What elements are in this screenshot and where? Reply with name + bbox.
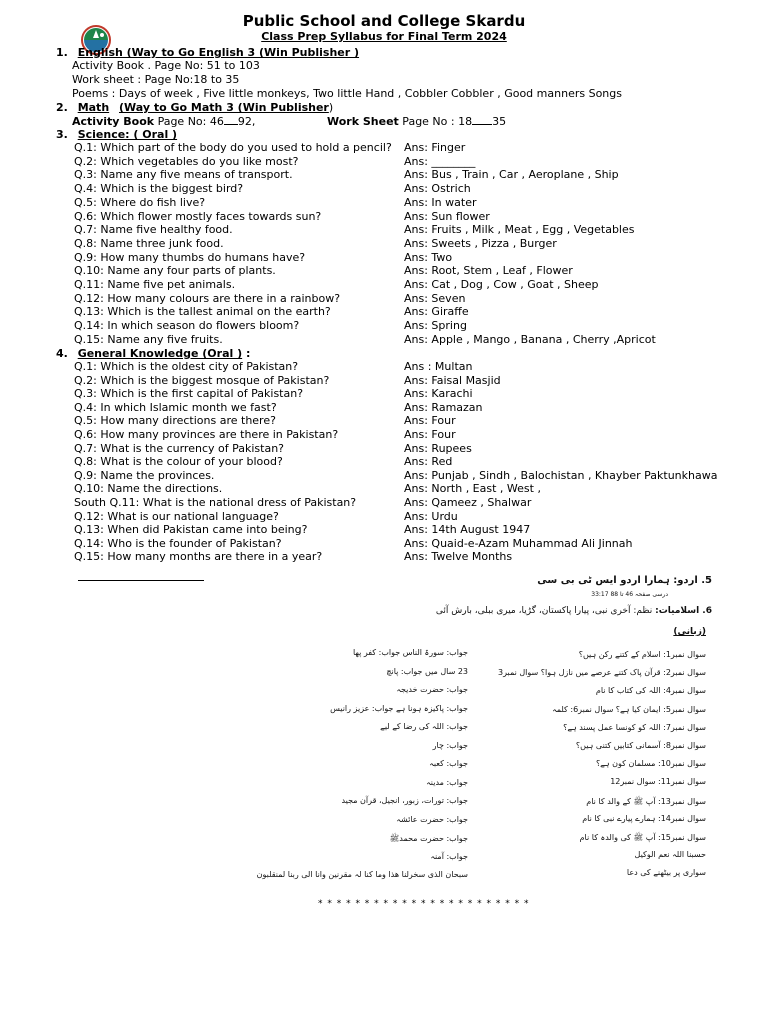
answer-text: Ans: Ostrich — [404, 182, 471, 196]
section-number: 1. — [56, 46, 68, 59]
answer-text: Ans: Twelve Months — [404, 550, 513, 564]
question-text: Q.4: Which is the biggest bird? — [74, 182, 244, 196]
question-text: Q.6: Which flower mostly faces towards sun? — [74, 209, 322, 223]
answer-text: Ans: Cat , Dog , Cow , Goat , Sheep — [404, 278, 599, 291]
math-book-close: ) — [328, 101, 334, 114]
math-book: (Way to Go Math 3 (Win Publisher — [119, 101, 329, 114]
urdu-answer: جواب: مدینہ — [426, 777, 468, 787]
answer-text: Ans: Rupees — [404, 441, 472, 455]
question-text: Q.14: Who is the founder of Pakistan? — [74, 536, 282, 550]
question-text: South Q.11: What is the national dress of Pakistan? — [74, 496, 357, 509]
answer-text: Ans : Multan — [404, 360, 473, 373]
answer-text: Ans: Qameez , Shalwar — [404, 496, 532, 509]
urdu-answer: سبحان الذی سخرلنا ھذا وما کنا لہ مقرنین وانا الی ربنا لمنقلبون — [256, 870, 468, 879]
answer-text: Ans: Seven — [404, 291, 466, 305]
answer-text: Ans: Karachi — [404, 387, 473, 401]
math-worksheet — [327, 115, 506, 128]
divider-line — [78, 580, 204, 581]
question-text: Q.9: Name the provinces. — [74, 468, 215, 482]
question-text: Q.5: Where do fish live? — [74, 195, 206, 209]
answer-text: Ans: Punjab , Sindh , Balochistan , Khayber Paktunkhawa — [404, 468, 718, 482]
question-text: Q.13: Which is the tallest animal on the earth? — [74, 305, 331, 319]
english-poems: Poems : Days of week , Five little monkeys, Two little Hand , Cobbler Cobbler , Good manners Songs — [72, 87, 622, 100]
urdu-answer: جواب: حضرت محمدﷺ — [389, 834, 468, 843]
question-text: Q.6: How many provinces are there in Pakistan? — [74, 428, 339, 441]
answer-text: Ans: North , East , West , — [404, 482, 541, 496]
urdu-question: سوال نمبر10: مسلمان کون ہے؟ — [595, 759, 706, 769]
answer-text: Ans: Four — [404, 414, 456, 428]
urdu-question: سوال نمبر15: آپ ﷺ کی والدہ کا نام — [579, 833, 706, 842]
question-text: Q.1: Which is the oldest city of Pakistan? — [74, 360, 299, 373]
question-text: Q.2: Which vegetables do you like most? — [74, 154, 299, 168]
urdu-answer: جواب: کعبہ — [429, 759, 468, 768]
math-activity-to: 92, — [237, 115, 256, 128]
math-worksheet-label: Work Sheet — [327, 115, 399, 128]
urdu-answer: جواب: چار — [432, 740, 468, 750]
answer-text: Ans: In water — [404, 195, 477, 209]
urdu-heading-6: 6. اسلامیات: — [655, 606, 712, 616]
answer-text: Ans: Red — [404, 455, 453, 469]
math-activity-label: Activity Book — [72, 115, 155, 128]
urdu-pages-5: درسی صفحہ 46 تا 88 33:17 — [591, 591, 668, 598]
urdu-zubani: (زبانی) — [673, 627, 706, 637]
urdu-question: سوال نمبر8: آسمانی کتابیں کتنی ہیں؟ — [575, 741, 706, 750]
question-text: Q.3: Name any five means of transport. — [74, 168, 293, 182]
answer-text: Ans: Ramazan — [404, 400, 483, 414]
answer-text: Ans: Finger — [404, 141, 466, 154]
urdu-nazm — [436, 606, 712, 616]
gk-title: General Knowledge (Oral ) — [77, 347, 243, 360]
urdu-nazm-text: نظم: آخری نبی، پیارا پاکستان، گڑیا، میری ببلی، بارش آئی — [435, 606, 653, 616]
question-text: Q.7: Name five healthy food. — [74, 223, 233, 237]
answer-text: Ans: Two — [404, 250, 453, 264]
answer-text: Ans: Fruits , Milk , Meat , Egg , Vegetables — [404, 223, 635, 237]
stars-divider: * * * * * * * * * * * * * * * * * * * * * * * — [318, 899, 530, 909]
question-text: Q.12: How many colours are there in a rainbow? — [74, 291, 341, 305]
math-heading — [56, 101, 333, 114]
answer-text: Ans: Root, Stem , Leaf , Flower — [404, 264, 573, 278]
urdu-answer: جواب: اللہ کی رضا کے لیے — [380, 722, 468, 731]
urdu-answer: جواب: حضرت خدیجہ — [396, 685, 468, 694]
science-heading — [56, 128, 177, 141]
urdu-answer: جواب: پاکیزہ ہونا ہے جواب: عزیز رانیس — [330, 703, 468, 713]
answer-text: Ans: Sun flower — [404, 209, 490, 223]
page-title: Public School and College Skardu — [242, 12, 526, 30]
section-number: 3. — [56, 128, 68, 141]
question-text: Q.3: Which is the first capital of Pakistan? — [74, 387, 304, 401]
math-worksheet-to: 35 — [492, 115, 507, 128]
english-worksheet: Work sheet : Page No:18 to 35 — [72, 73, 240, 86]
question-text: Q.4: In which Islamic month we fast? — [74, 400, 277, 414]
answer-text: Ans: Spring — [404, 319, 467, 333]
english-title: English (Way to Go English 3 (Win Publisher ) — [77, 46, 360, 59]
science-title: Science: ( Oral ) — [77, 128, 178, 141]
urdu-question: سوال نمبر13: آپ ﷺ کے والد کا نام — [586, 796, 706, 806]
question-text: Q.10: Name the directions. — [74, 482, 223, 496]
question-text: Q.10: Name any four parts of plants. — [74, 264, 276, 278]
math-label: Math — [77, 101, 110, 114]
urdu-question: سوال نمبر11: سوال نمبر12 — [610, 777, 706, 787]
urdu-question: حسبنا اللہ نعم الوکیل — [634, 850, 706, 860]
question-text: Q.8: What is the colour of your blood? — [74, 455, 283, 469]
question-text: Q.11: Name five pet animals. — [74, 278, 236, 291]
question-text: Q.12: What is our national language? — [74, 509, 279, 523]
urdu-heading-5: 5. اردو: ہمارا اردو ایس ٹی بی سی — [537, 575, 712, 586]
answer-text: Ans: Urdu — [404, 509, 458, 523]
math-worksheet-pages: Page No : 18 — [398, 115, 473, 128]
urdu-answer: جواب: سورۃ الناس جواب: کفر پھا — [352, 648, 468, 657]
answer-text: Ans: Sweets , Pizza , Burger — [404, 236, 557, 250]
urdu-question: سوال نمبر7: اللہ کو کونسا عمل پسند ہے؟ — [563, 722, 706, 732]
question-text: Q.7: What is the currency of Pakistan? — [74, 441, 285, 455]
answer-text: Ans: Four — [404, 428, 456, 441]
question-text: Q.5: How many directions are there? — [74, 414, 276, 428]
urdu-answer: جواب: آمنہ — [430, 851, 468, 861]
math-activity — [72, 115, 255, 128]
urdu-question: سواری پر بیٹھنے کی دعا — [626, 868, 706, 878]
math-activity-pages: Page No: 46 — [154, 115, 224, 128]
urdu-answer: جواب: حضرت عائشہ — [396, 814, 468, 824]
urdu-question: سوال نمبر5: ایمان کیا ہے؟ سوال نمبر6: کلمہ — [552, 704, 706, 714]
section-number: 4. — [56, 347, 68, 360]
gk-heading — [56, 347, 250, 360]
question-text: Q.1: Which part of the body do you used to hold a pencil? — [74, 141, 392, 154]
question-text: Q.2: Which is the biggest mosque of Pakistan? — [74, 373, 330, 387]
answer-text: Ans: Quaid-e-Azam Muhammad Ali Jinnah — [404, 536, 633, 550]
section-number: 2. — [56, 101, 68, 114]
answer-text: Ans: Giraffe — [404, 305, 469, 319]
english-heading — [56, 46, 359, 59]
english-activity: Activity Book . Page No: 51 to 103 — [72, 59, 260, 72]
urdu-question: سوال نمبر14: ہمارے پیارے نبی کا نام — [582, 813, 706, 823]
answer-text: Ans: ________ — [404, 154, 476, 168]
question-text: Q.13: When did Pakistan came into being? — [74, 523, 308, 537]
page-subtitle: Class Prep Syllabus for Final Term 2024 — [261, 30, 507, 43]
urdu-answer: 23 سال میں جواب: پانچ — [386, 666, 468, 676]
urdu-answer: جواب: تورات، زبور، انجیل، قرآن مجید — [341, 796, 468, 805]
urdu-question: سوال نمبر1: اسلام کے کتنے رکن ہیں؟ — [578, 650, 706, 659]
question-text: Q.8: Name three junk food. — [74, 236, 224, 250]
answer-text: Ans: Faisal Masjid — [404, 373, 501, 387]
gk-title-suffix: : — [242, 347, 251, 360]
question-text: Q.9: How many thumbs do humans have? — [74, 250, 306, 264]
question-text: Q.14: In which season do flowers bloom? — [74, 319, 300, 333]
urdu-question: سوال نمبر4: اللہ کی کتاب کا نام — [595, 686, 706, 696]
question-text: Q.15: How many months are there in a year? — [74, 550, 323, 564]
answer-text: Ans: Bus , Train , Car , Aeroplane , Ship — [404, 168, 619, 182]
question-text: Q.15: Name any five fruits. — [74, 332, 223, 346]
urdu-question: سوال نمبر2: قرآن پاک کتنے عرصے میں نازل ہوا؟ سوال نمبر3 — [498, 668, 706, 678]
answer-text: Ans: Apple , Mango , Banana , Cherry ,Apricot — [404, 332, 656, 346]
answer-text: Ans: 14th August 1947 — [404, 523, 531, 537]
